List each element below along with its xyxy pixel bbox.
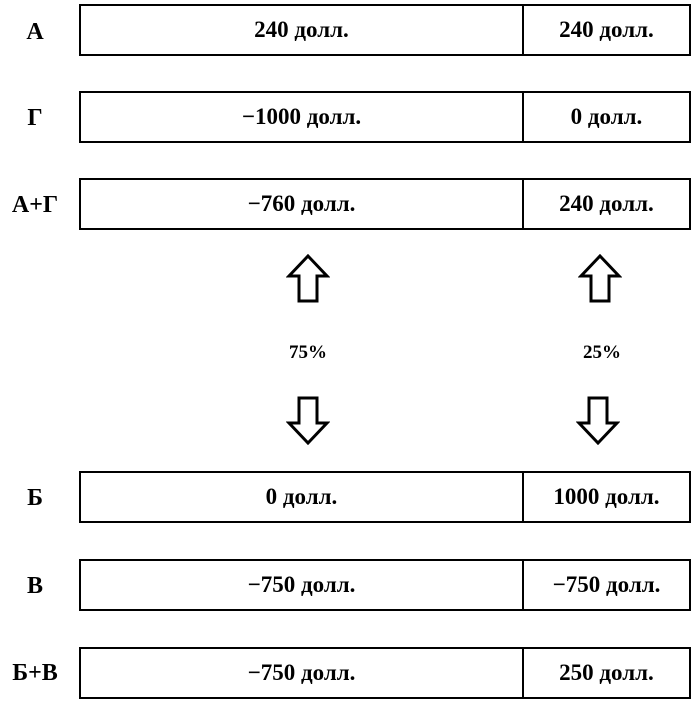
outcome-bar-g	[79, 91, 691, 143]
cell-a-left: 240 долл.	[81, 6, 524, 54]
row-label-a-plus-g: А+Г	[11, 192, 59, 218]
cell-b-left: 0 долл.	[81, 473, 524, 521]
probability-right: 25%	[583, 342, 621, 363]
outcome-bar-b	[79, 471, 691, 523]
cell-b-right: 1000 долл.	[553, 484, 660, 509]
outcome-bar-a	[79, 4, 691, 56]
row-label-a: А	[26, 19, 44, 45]
cell-g-left: −1000 долл.	[81, 93, 524, 141]
arrow-down-left-icon	[286, 395, 330, 445]
arrow-up-right-icon	[578, 254, 622, 304]
cell-a-right: 240 долл.	[559, 17, 654, 42]
row-label-b-plus-v: Б+В	[12, 660, 58, 686]
cell-v-left: −750 долл.	[81, 561, 524, 609]
cell-b-plus-v-left: −750 долл.	[81, 649, 524, 697]
outcome-bar-a-plus-g	[79, 178, 691, 230]
arrow-down-right-icon	[576, 395, 620, 445]
arrow-up-left-icon	[286, 254, 330, 304]
row-label-v: В	[26, 573, 43, 599]
outcome-bar-b-plus-v	[79, 647, 691, 699]
outcome-bar-v	[79, 559, 691, 611]
cell-a-plus-g-right: 240 долл.	[559, 191, 654, 216]
cell-g-right: 0 долл.	[570, 104, 643, 129]
cell-a-plus-g-left: −760 долл.	[81, 180, 524, 228]
probability-left: 75%	[289, 342, 327, 363]
row-label-g: Г	[27, 105, 43, 131]
cell-b-plus-v-right: 250 долл.	[559, 660, 654, 685]
cell-v-right: −750 долл.	[552, 572, 661, 597]
row-label-b: Б	[27, 485, 43, 511]
